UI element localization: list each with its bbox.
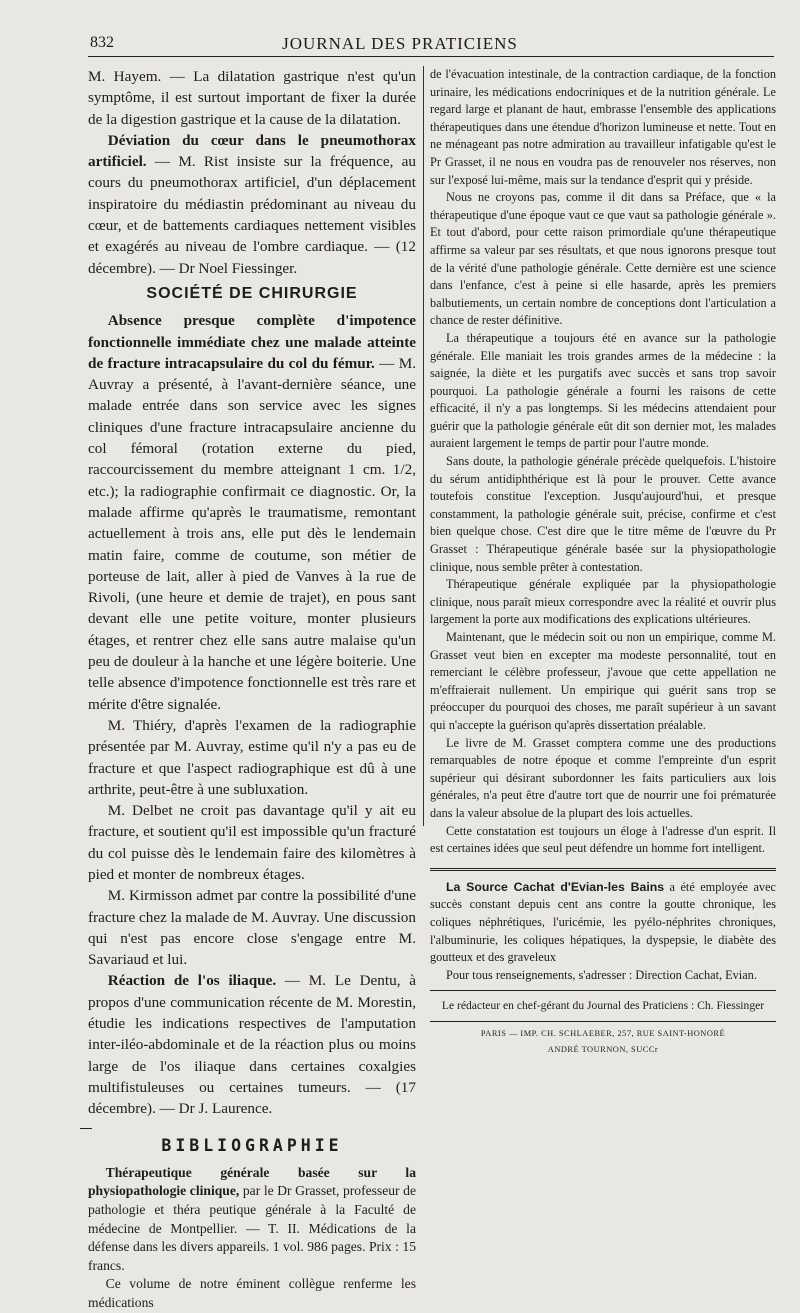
- bibliography-title: BIBLIOGRAPHIE: [161, 1135, 343, 1155]
- page-number: 832: [90, 34, 114, 51]
- review-paragraph-6: Maintenant, que le médecin soit ou non un empirique, comme M. Grasset veut bien en excepter ma modeste personnalité, tout en remerciant le célèbre professeur, j'avoue que cette appellation ne m'effraierait nullement. Un empirique qui guérit sans trop se préoccuper du pourquoi des choses, me paraît supérieur à un savant qui n'accepte la guérison qu'après dissertation préalable.: [430, 630, 776, 732]
- bibliography-entry: [88, 1164, 416, 1313]
- printer-line-2: ANDRÉ TOURNON, SUCCr: [547, 1044, 659, 1054]
- gerant-rule: [430, 990, 776, 991]
- paragraph-rist-text: — M. Rist insiste sur la fréquence, au cours du pneumothorax artificiel, d'un déplacement inspiratoire du médiastin prédominant au niveau du cœur, et de battements cardiaques nettement visibles et exagérés au niveau de l'ombre cardiaque. — (12 décembre). — Dr Noel Fiessinger.: [88, 153, 416, 277]
- paragraph-auvray: [88, 310, 416, 715]
- page-header: [0, 30, 800, 56]
- review-paragraph-5: Thérapeutique générale expliquée par la physiopathologie clinique, nous paraît mieux correspondre avec la réalité et ouvrir plus largement la porte aux modifications des explications ultérieures.: [430, 577, 776, 627]
- advertisement-body: [430, 879, 776, 967]
- paragraph-hayem: M. Hayem. — La dilatation gastrique n'est qu'un symptôme, il est surtout important de fixer la durée de la digestion gastrique et la cause de la dilatation.: [88, 68, 416, 128]
- editor-line: Le rédacteur en chef-gérant du Journal des Praticiens : Ch. Fiessinger: [441, 999, 765, 1013]
- column-divider: [423, 66, 424, 826]
- review-paragraph-3: La thérapeutique a toujours été en avance sur la pathologie générale. Elle maniait les trois grandes armes de la médecine : la saignée, la diète et les purgatifs avec succès et sans trop savoir pourquoi. La pathologie générale a fourni les raisons de cette efficacité, il n'y a pas longtemps. Si les médecins attendaient pour guérir que la pathologie générale eût dit son dernier mot, les malades auraient largement le temps de partir pour l'autre monde.: [430, 330, 776, 451]
- header-rule: [88, 56, 774, 57]
- printer-line-1: PARIS — IMP. CH. SCHLAEBER, 257, RUE SAINT-HONORÉ: [480, 1028, 726, 1038]
- bibliography-text: par le Dr Grasset, professeur de pathologie et théra peutique générale à la Faculté de médecine de Montpellier. — T. II. Médications de la défense dans les divers appareils. 1 vol. 986 pages. Prix : 15 francs.: [88, 1183, 416, 1273]
- left-column: [88, 66, 416, 1313]
- paragraph-iliaque-heading: Réaction de l'os iliaque.: [107, 972, 277, 990]
- review-paragraph-4: Sans doute, la pathologie générale précède quelquefois. L'histoire du sérum antidiphthérique est là pour le prouver. Cette avance toutefois constitue l'exception. Jusqu'aujourd'hui, et presque constamment, la pathologie générale suit, précise, confirme et c'est bien quelque chose. C'est dire que le titre même de l'œuvre du Pr Grasset : Thérapeutique générale basée sur la physiopathologie clinique, nous semble prêter à contestation.: [430, 454, 776, 574]
- right-column: [430, 66, 776, 1056]
- paragraph-rist: [88, 130, 416, 279]
- printer-rule: [430, 1021, 776, 1022]
- bibliography-heading: Thérapeutique générale basée sur la physiopathologie clinique,: [88, 1164, 416, 1199]
- section-title: SOCIÉTÉ DE CHIRURGIE: [146, 284, 358, 302]
- paragraph-kirmisson: M. Kirmisson admet par contre la possibilité d'une fracture chez la malade de M. Auvray. Une discussion qui n'est pas encore close s'engage entre M. Savariaud et lui.: [88, 887, 416, 969]
- review-paragraph-7: Le livre de M. Grasset comptera comme une des productions remarquables de notre époque et comme l'empreinte d'un esprit supérieur qui désirant subordonner les faits particuliers aux lois générales, n'a peut être d'autre tort que de nourrir une foi prématurée dans la valeur absolue de la plupart des lois actuelles.: [430, 735, 776, 820]
- advertisement-heading: La Source Cachat d'Evian-les Bains: [445, 879, 665, 894]
- paragraph-auvray-text: — M. Auvray a présenté, à l'avant-dernière séance, une malade entrée dans son service avec les signes cliniques d'une fracture intracapsulaire ancienne du col fémoral (rotation externe du pied, raccourcissement du membre atteignant 1 cm. 1/2, etc.); la radiographie confirmait ce diagnostic. Or, la malade affirme qu'après le traumatisme, remontant actuellement à trois ans, elle put dès le lendemain matin faire, comme de coutume, son métier de porteuse de lait, aller à pied de Vanves à la rue de Rivoli, (une heure et demie de trajet), en pous sant devant elle une petite voiture, monter plusieurs étages, et rentrer chez elle sans autre malaise qu'un peu de douleur à la hanche et une légère boiterie. Une telle absence d'impotence fonctionnelle est très rare et mérite d'être signalée.: [88, 354, 416, 713]
- advertisement-text: a été employée avec succès constant depuis cent ans contre la goutte chronique, les coliques néphrétiques, l'uricémie, les pyélo-néphrites chroniques, l'albuminurie, les coliques hépatiques, la dyspepsie, le diabète des goutteux et des graveleux: [430, 879, 776, 965]
- paragraph-iliaque: [88, 970, 416, 1119]
- review-paragraph-8: Cette constatation est toujours un éloge à l'adresse d'un esprit. Il est certaines idées que seul peut défendre un homme fort intelligent.: [430, 823, 776, 856]
- bibliography-paragraph: [88, 1164, 416, 1276]
- advertisement: [430, 879, 776, 985]
- journal-title: JOURNAL DES PRATICIENS: [282, 34, 518, 53]
- advertisement-rule: [430, 868, 776, 871]
- paragraph-delbet: M. Delbet ne croit pas davantage qu'il y ait eu fracture, et soutient qu'il est impossible qu'un fracturé du col puisse dès le lendemain faire des kilomètres à pied et monter de nombreux étages.: [88, 802, 416, 883]
- bibliography-review-start: Ce volume de notre éminent collègue renferme les médications: [88, 1276, 416, 1310]
- advertisement-address: Pour tous renseignements, s'adresser : Direction Cachat, Evian.: [445, 967, 757, 982]
- review-paragraph-2: Nous ne croyons pas, comme il dit dans sa Préface, que « la thérapeutique d'une époque vaut ce que vaut sa pathologie générale ». Et tout d'abord, pour cette raison primordiale qu'une thérapeutique affirme sa valeur par ses résultats, et que nous ignorons presque tout de la vérité d'une pathologie générale. Cette dernière est une science dans l'enfance, c'est à peine si elle hasarde, après les premiers balbutiements, un certain nombre de conceptions dont l'articulation a chance de rester définitive.: [430, 190, 776, 328]
- paragraph-rist-heading: Déviation du cœur dans le pneumothorax artificiel.: [88, 131, 416, 171]
- review-paragraph-1: de l'évacuation intestinale, de la contraction cardiaque, de la fonction urinaire, les médications endocriniques et de la nutrition générale. Le regard large et planant de haut, embrasse l'ensemble des applications thérapeutiques dans une étendue d'horizon lumineuse et nette. Tout en ne ménageant pas notre admiration au travailleur infatigable qu'est le Pr Grasset, il ne nous en voudra pas de renouveler nos réserves, non sur l'exposé lui-même, mais sur la tendance d'esprit qui y préside.: [430, 67, 776, 187]
- section-separator: [80, 1128, 92, 1129]
- paragraph-iliaque-text: — M. Le Dentu, à propos d'une communication récente de M. Morestin, étudie les indications respectives de l'amputation inter-iléo-abdominale et de la réaction plus ou moins large de l'os iliaque dans certaines coxalgies multifistuleuses ou certaines tumeurs. — (17 décembre). — Dr J. Laurence.: [88, 972, 416, 1118]
- paragraph-thiery: M. Thiéry, d'après l'examen de la radiographie présentée par M. Auvray, estime qu'il n'y a pas eu de fracture et que l'aspect radiographique est dû à une arthrite, peut-être à une subluxation.: [88, 716, 416, 798]
- paragraph-auvray-heading: Absence presque complète d'impotence fonctionnelle immédiate chez une malade atteinte de fracture intracapsulaire du col du fémur.: [88, 312, 416, 372]
